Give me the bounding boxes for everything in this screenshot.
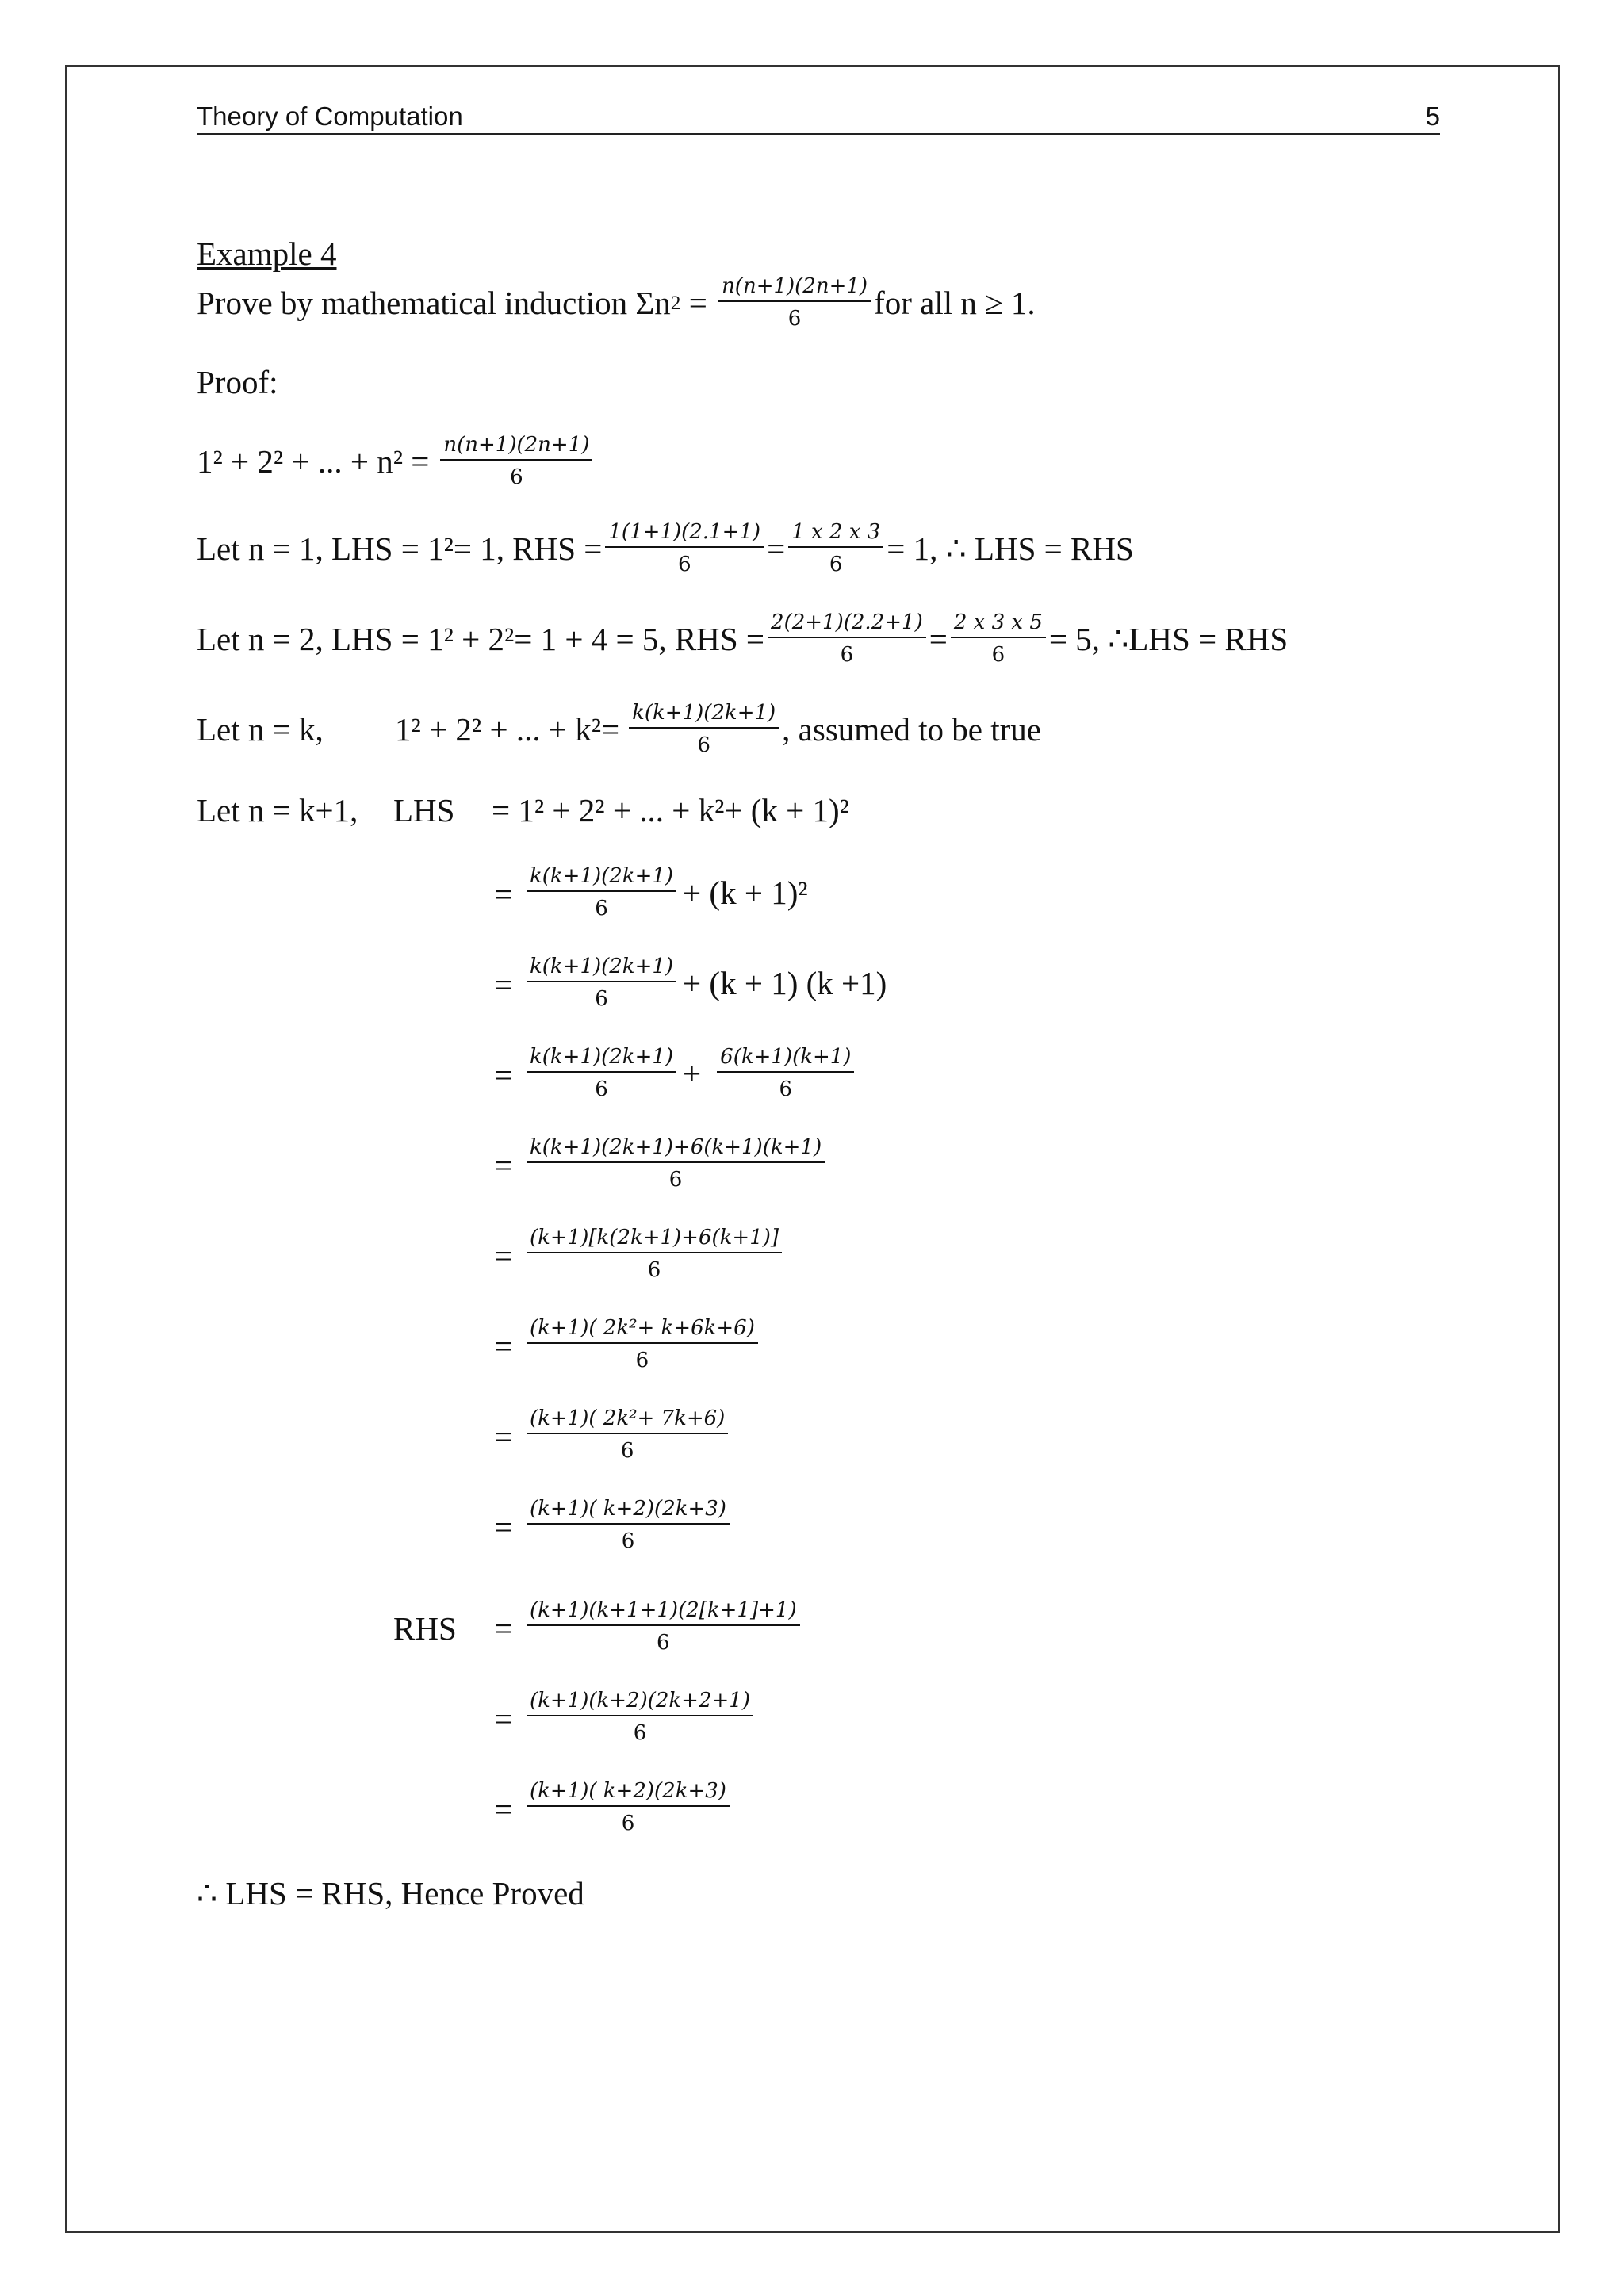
lhs-step-tail: + (k + 1)²	[683, 874, 808, 911]
fraction-denominator: 6	[620, 1439, 634, 1463]
fraction-numerator: (k+1)[k(2k+1)+6(k+1)]	[527, 1226, 782, 1253]
rhs-step-expression	[523, 1689, 756, 1745]
fraction-numerator: k(k+1)(2k+1)	[527, 864, 676, 892]
lhs-step-tail: + (k + 1) (k +1)	[683, 964, 887, 1001]
case-k-suffix: , assumed to be true	[782, 710, 1041, 748]
fraction-denominator: 6	[668, 1168, 683, 1192]
fraction-numerator: (k+1)( k+2)(2k+3)	[527, 1497, 730, 1525]
lhs-step-equals: =	[494, 1418, 513, 1455]
formula-lhs: 1² + 2² + ... + n² =	[197, 442, 430, 480]
fraction-denominator: 6	[621, 1812, 635, 1835]
case-k-prefix: Let n = k,	[197, 710, 324, 748]
lhs-step-fraction	[527, 1406, 728, 1463]
fraction-denominator: 6	[779, 1077, 793, 1101]
fraction-numerator: 1(1+1)(2.1+1)	[605, 520, 764, 548]
fraction-denominator: 6	[595, 897, 608, 920]
case-n2-suffix: = 5, ∴LHS = RHS	[1048, 620, 1289, 657]
lhs-step-expression	[523, 955, 887, 1011]
case-n2-line	[197, 610, 1288, 667]
rhs-step-expression	[523, 1598, 803, 1655]
header-title: Theory of Computation	[197, 101, 463, 131]
fraction-denominator: 6	[633, 1721, 647, 1745]
lhs-step-fraction	[527, 955, 676, 1011]
lhs-step-equals: =	[494, 876, 513, 913]
lhs-step-equals: =	[494, 1509, 513, 1545]
lhs-step-expression	[523, 864, 808, 920]
rhs-label: RHS	[393, 1610, 457, 1647]
case-n1-fraction-1	[605, 520, 764, 576]
lhs-step-fraction	[527, 1497, 730, 1553]
case-k-expr: 1² + 2² + ... + k²=	[395, 710, 620, 748]
case-n2-prefix: Let n = 2, LHS = 1² + 2²= 1 + 4 = 5, RHS =	[197, 620, 765, 657]
case-n2-fraction-1	[768, 610, 926, 667]
fraction-numerator: 1 x 2 x 3	[788, 520, 883, 548]
proof-label-text: Proof:	[197, 364, 278, 400]
lhs-step-tail: +	[683, 1054, 702, 1092]
fraction-numerator: (k+1)( k+2)(2k+3)	[527, 1779, 730, 1807]
rhs-step-equals: =	[494, 1701, 513, 1737]
case-n1-suffix: = 1, ∴ LHS = RHS	[887, 530, 1134, 567]
fraction-numerator: (k+1)( 2k²+ k+6k+6)	[527, 1316, 758, 1344]
fraction-denominator: 6	[829, 553, 843, 576]
lhs-step-fraction	[527, 1135, 825, 1192]
fraction-numerator: (k+1)(k+2)(2k+2+1)	[527, 1689, 753, 1716]
rhs-step-fraction	[527, 1598, 800, 1655]
fraction-denominator: 6	[595, 987, 608, 1011]
fraction-denominator: 6	[510, 465, 523, 489]
lhs-step-equals: =	[494, 966, 513, 1003]
fraction-denominator: 6	[621, 1529, 635, 1553]
case-n2-fraction-2	[951, 610, 1046, 667]
case-n1-mid: =	[767, 530, 786, 567]
example-heading: Example 4	[197, 235, 337, 272]
rhs-step-equals: =	[494, 1791, 513, 1827]
case-k1-prefix: Let n = k+1,	[197, 792, 358, 828]
lhs-step-expression	[523, 1316, 761, 1372]
lhs-label: LHS	[393, 792, 455, 828]
formula-line	[197, 433, 596, 489]
statement-fraction	[718, 274, 871, 331]
fraction-denominator: 6	[991, 643, 1005, 667]
fraction-numerator: (k+1)( 2k²+ 7k+6)	[527, 1406, 728, 1434]
case-k-line	[197, 701, 1041, 757]
rhs-step-fraction	[527, 1779, 730, 1835]
example-heading-line	[197, 235, 336, 273]
fraction-denominator: 6	[635, 1349, 649, 1372]
statement-eq: =	[680, 284, 716, 321]
lhs-step-expression	[523, 1497, 733, 1553]
proof-label	[197, 363, 278, 401]
lhs-step-fraction-2	[717, 1045, 854, 1101]
page-header	[197, 98, 1440, 135]
statement-prefix: Prove by mathematical induction Σn	[197, 284, 671, 321]
fraction-denominator: 6	[840, 643, 854, 667]
lhs-step-fraction	[527, 1226, 782, 1282]
statement-suffix: for all n ≥ 1.	[874, 284, 1036, 321]
rhs-step-equals: =	[494, 1610, 513, 1647]
fraction-denominator: 6	[595, 1077, 608, 1101]
lhs-step-expression	[523, 1045, 857, 1101]
case-n1-prefix: Let n = 1, LHS = 1²= 1, RHS =	[197, 530, 603, 567]
case-k-fraction	[629, 701, 779, 757]
fraction-numerator: k(k+1)(2k+1)	[527, 1045, 676, 1073]
case-n2-mid: =	[929, 620, 948, 657]
conclusion-text: ∴ LHS = RHS, Hence Proved	[197, 1875, 584, 1911]
fraction-numerator: 2(2+1)(2.2+1)	[768, 610, 926, 638]
lhs-step-equals: =	[494, 1057, 513, 1093]
lhs-step-equals: =	[494, 1328, 513, 1364]
fraction-numerator: k(k+1)(2k+1)	[629, 701, 779, 729]
lhs-step-fraction	[527, 1316, 758, 1372]
case-n1-line	[197, 520, 1134, 576]
fraction-denominator: 6	[647, 1258, 661, 1282]
lhs-step-fraction	[527, 864, 676, 920]
fraction-numerator: n(n+1)(2n+1)	[718, 274, 871, 302]
fraction-numerator: k(k+1)(2k+1)+6(k+1)(k+1)	[527, 1135, 825, 1163]
fraction-denominator: 6	[677, 553, 691, 576]
formula-fraction	[440, 433, 592, 489]
rhs-step-fraction	[527, 1689, 753, 1745]
lhs-step-fraction	[527, 1045, 676, 1101]
lhs-first-line: = 1² + 2² + ... + k²+ (k + 1)²	[492, 792, 849, 828]
fraction-numerator: n(n+1)(2n+1)	[440, 433, 592, 461]
lhs-step-expression	[523, 1406, 731, 1463]
fraction-numerator: (k+1)(k+1+1)(2[k+1]+1)	[527, 1598, 800, 1626]
lhs-step-equals: =	[494, 1238, 513, 1274]
page-number: 5	[1425, 101, 1440, 131]
fraction-denominator: 6	[657, 1631, 670, 1655]
lhs-step-expression	[523, 1226, 785, 1282]
rhs-step-expression	[523, 1779, 733, 1835]
example-statement: Prove by mathematical induction Σn 2 = $\frac{n(n+1)(2n+1)}{6}$ for all n ≥ 1.	[197, 274, 1036, 331]
fraction-denominator: 6	[787, 307, 802, 331]
fraction-numerator: k(k+1)(2k+1)	[527, 955, 676, 982]
conclusion-line	[197, 1874, 584, 1912]
fraction-denominator: 6	[697, 733, 710, 757]
fraction-numerator: 2 x 3 x 5	[951, 610, 1046, 638]
fraction-numerator: 6(k+1)(k+1)	[717, 1045, 854, 1073]
case-n1-fraction-2	[788, 520, 883, 576]
lhs-step-expression	[523, 1135, 828, 1192]
lhs-step-equals: =	[494, 1147, 513, 1184]
